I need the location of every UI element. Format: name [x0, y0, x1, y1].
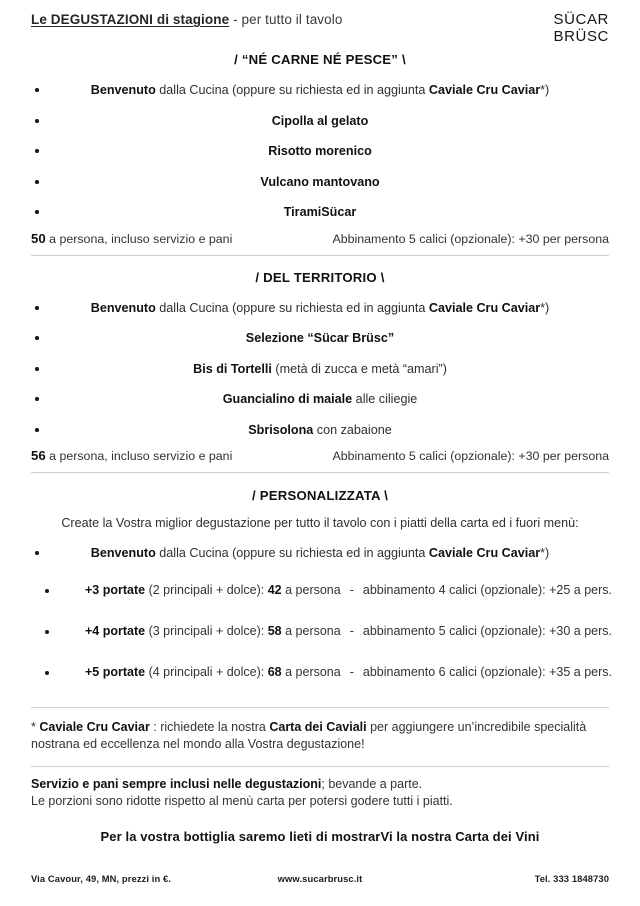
brand-logo	[553, 11, 609, 45]
service-label: Servizio e pani sempre inclusi nelle degustazioni	[31, 777, 322, 791]
service-note	[31, 776, 609, 809]
option-pairing: abbinamento 5 calici (opzionale): +30 a pers.	[362, 624, 612, 638]
carta-caviali-label: Carta dei Caviali	[269, 720, 367, 734]
portions-line: Le porzioni sono ridotte rispetto al menù carta per potersi godere tutti i piatti.	[31, 793, 453, 808]
option-separator: -	[349, 624, 354, 638]
caviar-star: *	[31, 720, 40, 734]
page-header	[0, 0, 640, 52]
list-item	[31, 415, 609, 446]
course-detail: con zabaione	[313, 422, 392, 437]
divider	[31, 472, 609, 473]
course-extra-tail: *)	[540, 83, 550, 97]
bullet-icon	[35, 367, 39, 371]
course-name: Risotto morenico	[268, 144, 372, 158]
course-detail: dalla Cucina (oppure su richiesta ed in aggiunta	[155, 83, 429, 97]
list-item	[31, 384, 609, 415]
list-item	[31, 293, 609, 324]
notes-section	[0, 719, 640, 844]
page-title	[31, 12, 609, 28]
course-list	[31, 75, 609, 228]
list-item	[31, 652, 612, 693]
course-name: Sbrisolona	[248, 422, 314, 437]
option-after: a persona	[281, 583, 341, 597]
option-after: a persona	[281, 624, 341, 638]
option-detail: (2 principali + dolce):	[145, 583, 268, 597]
course-name: Benvenuto	[90, 546, 156, 560]
bullet-icon	[35, 336, 39, 340]
bullet-icon	[35, 428, 39, 432]
course-detail: dalla Cucina (oppure su richiesta ed in aggiunta	[155, 300, 429, 315]
course-name: Guancialino di maiale	[222, 392, 353, 406]
list-item	[31, 106, 609, 137]
list-item	[31, 536, 609, 570]
divider	[31, 707, 609, 708]
pairing-text: Abbinamento 5 calici (opzionale): +30 per persona	[332, 449, 609, 463]
footer-address: Via Cavour, 49, MN, prezzi in €.	[31, 873, 172, 884]
section-del-territorio	[0, 270, 640, 474]
course-name: Vulcano mantovano	[260, 174, 380, 189]
course-extra-tail: *)	[540, 300, 550, 315]
bullet-icon	[45, 589, 49, 593]
list-item	[31, 570, 612, 611]
bullet-icon	[35, 306, 39, 310]
option-price: 42	[267, 583, 282, 597]
brand-line-2: BRÜSC	[553, 28, 609, 45]
option-pairing: abbinamento 6 calici (opzionale): +35 a pers.	[362, 665, 612, 679]
section-title: / PERSONALIZZATA \	[252, 488, 388, 503]
caviar-label: Caviale Cru Caviar	[39, 720, 150, 734]
option-price: 68	[267, 665, 282, 679]
section-intro: Create la Vostra miglior degustazione per tutto il tavolo con i piatti della carta ed i fuori menù:	[61, 516, 579, 530]
bullet-icon	[35, 119, 39, 123]
course-name: Selezione “Sücar Brüsc”	[245, 331, 395, 345]
bullet-icon	[35, 210, 39, 214]
section-personalizzata	[0, 488, 640, 708]
course-list	[31, 536, 609, 570]
course-name: Benvenuto	[90, 83, 156, 97]
price-text: a persona, incluso servizio e pani	[45, 449, 233, 463]
list-item	[31, 167, 609, 198]
price-row	[31, 448, 609, 463]
course-detail: dalla Cucina (oppure su richiesta ed in aggiunta	[155, 546, 429, 560]
course-name: Cipolla al gelato	[271, 113, 369, 128]
option-list	[31, 570, 612, 693]
option-pairing: abbinamento 4 calici (opzionale): +25 a pers.	[362, 583, 612, 597]
course-name: TiramiSücar	[283, 205, 357, 219]
brand-line-1: SÜCAR	[553, 11, 609, 28]
section-ne-carne-ne-pesce	[0, 52, 640, 256]
option-after: a persona	[281, 665, 341, 679]
list-item	[31, 75, 609, 106]
course-extra: Caviale Cru Caviar	[428, 83, 541, 97]
course-detail: (metà di zucca e metà “amari”)	[271, 361, 447, 376]
course-name: Benvenuto	[90, 300, 156, 315]
course-extra: Caviale Cru Caviar	[428, 300, 541, 315]
page-footer	[31, 873, 609, 884]
option-separator: -	[349, 665, 354, 679]
price-left	[31, 231, 323, 246]
page-title-strong: Le DEGUSTAZIONI di stagione	[31, 12, 230, 27]
bullet-icon	[35, 180, 39, 184]
price-value: 56	[31, 448, 46, 463]
caviar-mid: : richiedete la nostra	[149, 720, 270, 734]
service-rest: ; bevande a parte.	[321, 777, 423, 791]
list-item	[31, 323, 609, 354]
list-item	[31, 136, 609, 167]
service-line	[31, 776, 609, 793]
bullet-icon	[35, 88, 39, 92]
caviar-note	[31, 719, 609, 752]
footer-website[interactable]: www.sucarbrusc.it	[277, 873, 363, 884]
bullet-icon	[35, 551, 39, 555]
option-name: +5 portate	[85, 665, 146, 679]
bullet-icon	[45, 671, 49, 675]
page-title-light: - per tutto il tavolo	[229, 12, 343, 27]
closing-note: Per la vostra bottiglia saremo lieti di mostrarVi la nostra Carta dei Vini	[100, 829, 540, 844]
option-name: +3 portate	[85, 583, 146, 597]
list-item	[31, 197, 609, 228]
footer-phone: Tel. 333 1848730	[534, 873, 610, 884]
list-item	[31, 354, 609, 385]
pairing-text: Abbinamento 5 calici (opzionale): +30 per persona	[332, 231, 609, 246]
divider	[31, 255, 609, 256]
course-extra-tail: *)	[540, 546, 550, 560]
bullet-icon	[45, 630, 49, 634]
price-value: 50	[31, 230, 46, 246]
bullet-icon	[35, 149, 39, 153]
course-list	[31, 293, 609, 446]
bullet-icon	[35, 397, 39, 401]
divider	[31, 766, 609, 767]
price-row	[31, 231, 609, 246]
section-title: / DEL TERRITORIO \	[255, 269, 385, 285]
section-title: / “NÉ CARNE NÉ PESCE” \	[234, 52, 406, 67]
option-separator: -	[349, 583, 354, 597]
option-name: +4 portate	[85, 624, 146, 638]
price-text: a persona, incluso servizio e pani	[45, 231, 233, 246]
course-name: Bis di Tortelli	[193, 361, 272, 376]
option-detail: (3 principali + dolce):	[145, 624, 268, 638]
price-left	[31, 448, 323, 463]
course-extra: Caviale Cru Caviar	[428, 546, 541, 560]
caviar-tail: per aggiungere un’incredibile specialità nostrana ed eccellenza nel mondo alla Vostra degustazione!	[31, 720, 587, 751]
option-detail: (4 principali + dolce):	[145, 665, 268, 679]
option-price: 58	[267, 624, 282, 638]
course-detail: alle ciliegie	[352, 392, 418, 406]
list-item	[31, 611, 612, 652]
